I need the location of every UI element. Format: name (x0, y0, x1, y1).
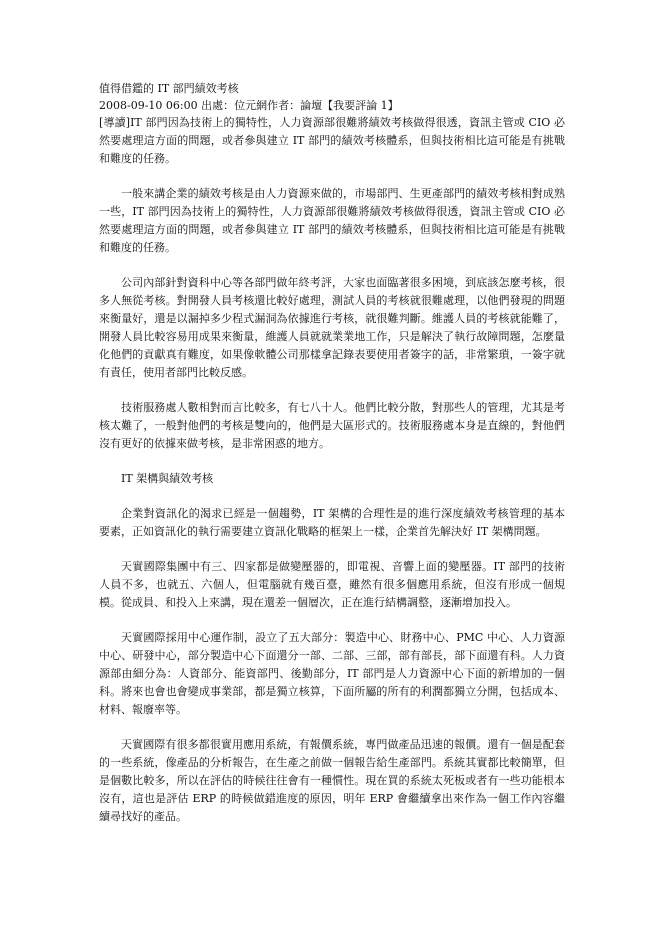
article-lead: [導讀]IT 部門因為技術上的獨特性，人力資源部很難將績效考核做得很透，資訊主管或 CIO 必然要處理這方面的問題，或者參與建立 IT 部門的績效考核體系，但與技術相比這可能是有挑戰和難度的任務。 (99, 116, 565, 165)
document-page (99, 80, 565, 826)
paragraph: 天實國際採用中心運作制，設立了五大部分：製造中心、財務中心、PMC 中心、人力資源中心、研發中心，部分製造中心下面還分一部、二部、三部，部有部長，部下面還有科。人力資源部由細分為：人資部分、能資部門、後勤部分，IT 部門是人力資源中心下面的新增加的一個科。將來也會也會變成事業部，都是獨立核算，下面所屬的所有的利潤都獨立分開，包括成本、材料、報廢率等。 (99, 631, 565, 716)
paragraph: 天實國際集團中有三、四家都是做變壓器的，即電視、音響上面的變壓器。IT 部門的技術人員不多，也就五、六個人，但電腦就有幾百臺，雖然有很多個應用系統，但沒有形成一個規模。從成員、和投入上來講，現在還差一個層次，正在進行結構調整，逐漸增加投入。 (99, 560, 565, 609)
article-meta: 2008-09-10 06:00 出處：位元網作者：論壇【我要評論 1】 (99, 99, 399, 112)
paragraph: 公司內部針對資科中心等各部門做年終考評，大家也面臨著很多困境，到底該怎麼考核，很多人無從考核。對開發人員考核還比較好處理，測試人員的考核就很難處理，以他們發現的問題來衡量好，還是以漏掉多少程式漏洞為依據進行考核，就很難判斷。維護人員的考核就能難了，開發人員比較容易用成果來衡量，維護人員就就業業地工作，只是解決了執行故障問題，怎麼量化他們的貢獻真有難度，如果像軟體公司那樣拿記錄表要使用者簽字的話，非常繁瑣，一簽字就有責任，使用者部門比較反感。 (99, 276, 565, 379)
section-heading: IT 架構與績效考核 (121, 472, 214, 485)
paragraph: 天實國際有很多都很實用應用系統，有報價系統，專門做產品迅速的報價。還有一個是配套的一些系統，像產品的分析報告，在生產之前做一個報告給生產部門。系統其實都比較簡單，但是個數比較多，所以在評估的時候往往會有一種慣性。現在買的系統太死板或者有一些功能根本沒有，這也是評估 ERP 的時候做錯進度的原因，明年 ERP 會繼續拿出來作為一個工作內容繼續尋找好的產品。 (99, 738, 565, 823)
paragraph: 一般來講企業的績效考核是由人力資源來做的，市場部門、生更產部門的績效考核相對成熟一些，IT 部門因為技術上的獨特性，人力資源部很難將績效考核做得很透，資訊主管或 CIO 必然要處理這方面的問題，或者參與建立 IT 部門的績效考核體系，但與技術相比這可能是有挑戰和難度的任務。 (99, 187, 565, 254)
paragraph: 技術服務處人數相對而言比較多，有七八十人。他們比較分散，對那些人的管理，尤其是考核太難了，一般對他們的考核是雙向的，他們是大區形式的。技術服務處本身是直線的，對他們沒有更好的依據來做考核，是非常困惑的地方。 (99, 401, 565, 450)
article-title: 值得借鑑的 IT 部門績效考核 (99, 82, 239, 95)
paragraph: 企業對資訊化的渴求已經是一個趨勢，IT 架構的合理性是的進行深度績效考核管理的基本要素，正如資訊化的執行需要建立資訊化戰略的框架上一樣，企業首先解決好 IT 架構問題。 (99, 507, 565, 538)
